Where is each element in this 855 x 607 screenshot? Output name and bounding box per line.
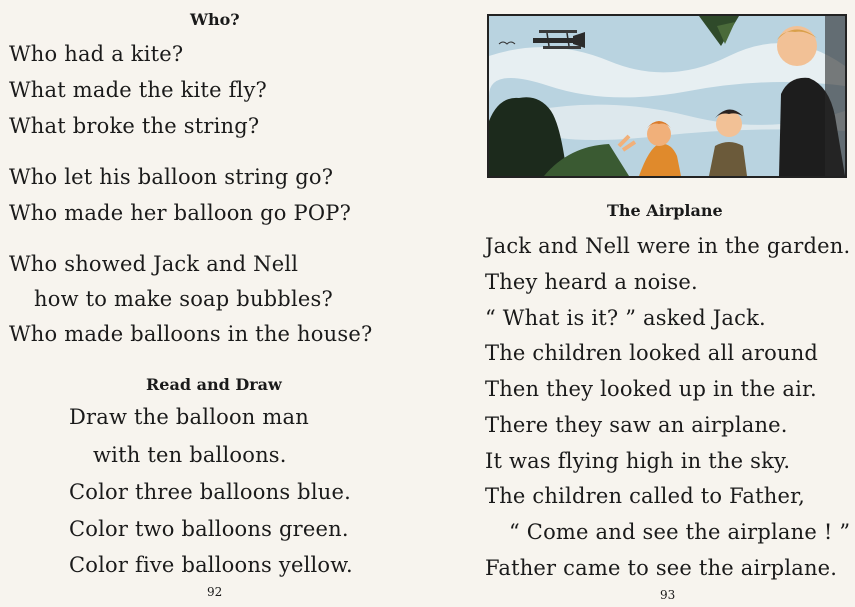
question-line: Who showed Jack and Nell — [9, 252, 299, 276]
story-line: The children looked all around — [485, 341, 819, 365]
instruction-line: with ten balloons. — [93, 443, 287, 467]
story-line: There they saw an airplane. — [485, 413, 788, 437]
question-line: Who had a kite? — [9, 42, 184, 66]
page-number: 93 — [660, 588, 676, 602]
page-number: 92 — [207, 585, 223, 599]
instruction-line: Color five balloons yellow. — [69, 553, 353, 577]
question-line: Who made balloons in the house? — [9, 322, 373, 346]
page-heading: Who? — [190, 10, 240, 29]
story-line: “ What is it? ” asked Jack. — [485, 306, 766, 330]
question-line: What broke the string? — [9, 114, 260, 138]
question-line: Who made her balloon go POP? — [9, 201, 352, 225]
story-line: Jack and Nell were in the garden. — [485, 234, 851, 258]
question-line: how to make soap bubbles? — [34, 287, 333, 311]
question-line: Who let his balloon string go? — [9, 165, 334, 189]
story-line: Father came to see the airplane. — [485, 556, 838, 580]
instruction-line: Draw the balloon man — [69, 405, 309, 429]
story-line: Then they looked up in the air. — [485, 377, 817, 401]
story-line: They heard a noise. — [485, 270, 698, 294]
story-line: It was flying high in the sky. — [485, 449, 791, 473]
story-title: The Airplane — [607, 201, 723, 220]
right-page — [427, 0, 855, 607]
section-subheading: Read and Draw — [146, 375, 282, 394]
airplane-illustration — [487, 14, 847, 178]
left-page — [0, 0, 427, 607]
instruction-line: Color two balloons green. — [69, 517, 349, 541]
question-line: What made the kite fly? — [9, 78, 267, 102]
story-line: “ Come and see the airplane ! ” — [509, 520, 851, 544]
story-line: The children called to Father, — [485, 484, 805, 508]
instruction-line: Color three balloons blue. — [69, 480, 351, 504]
